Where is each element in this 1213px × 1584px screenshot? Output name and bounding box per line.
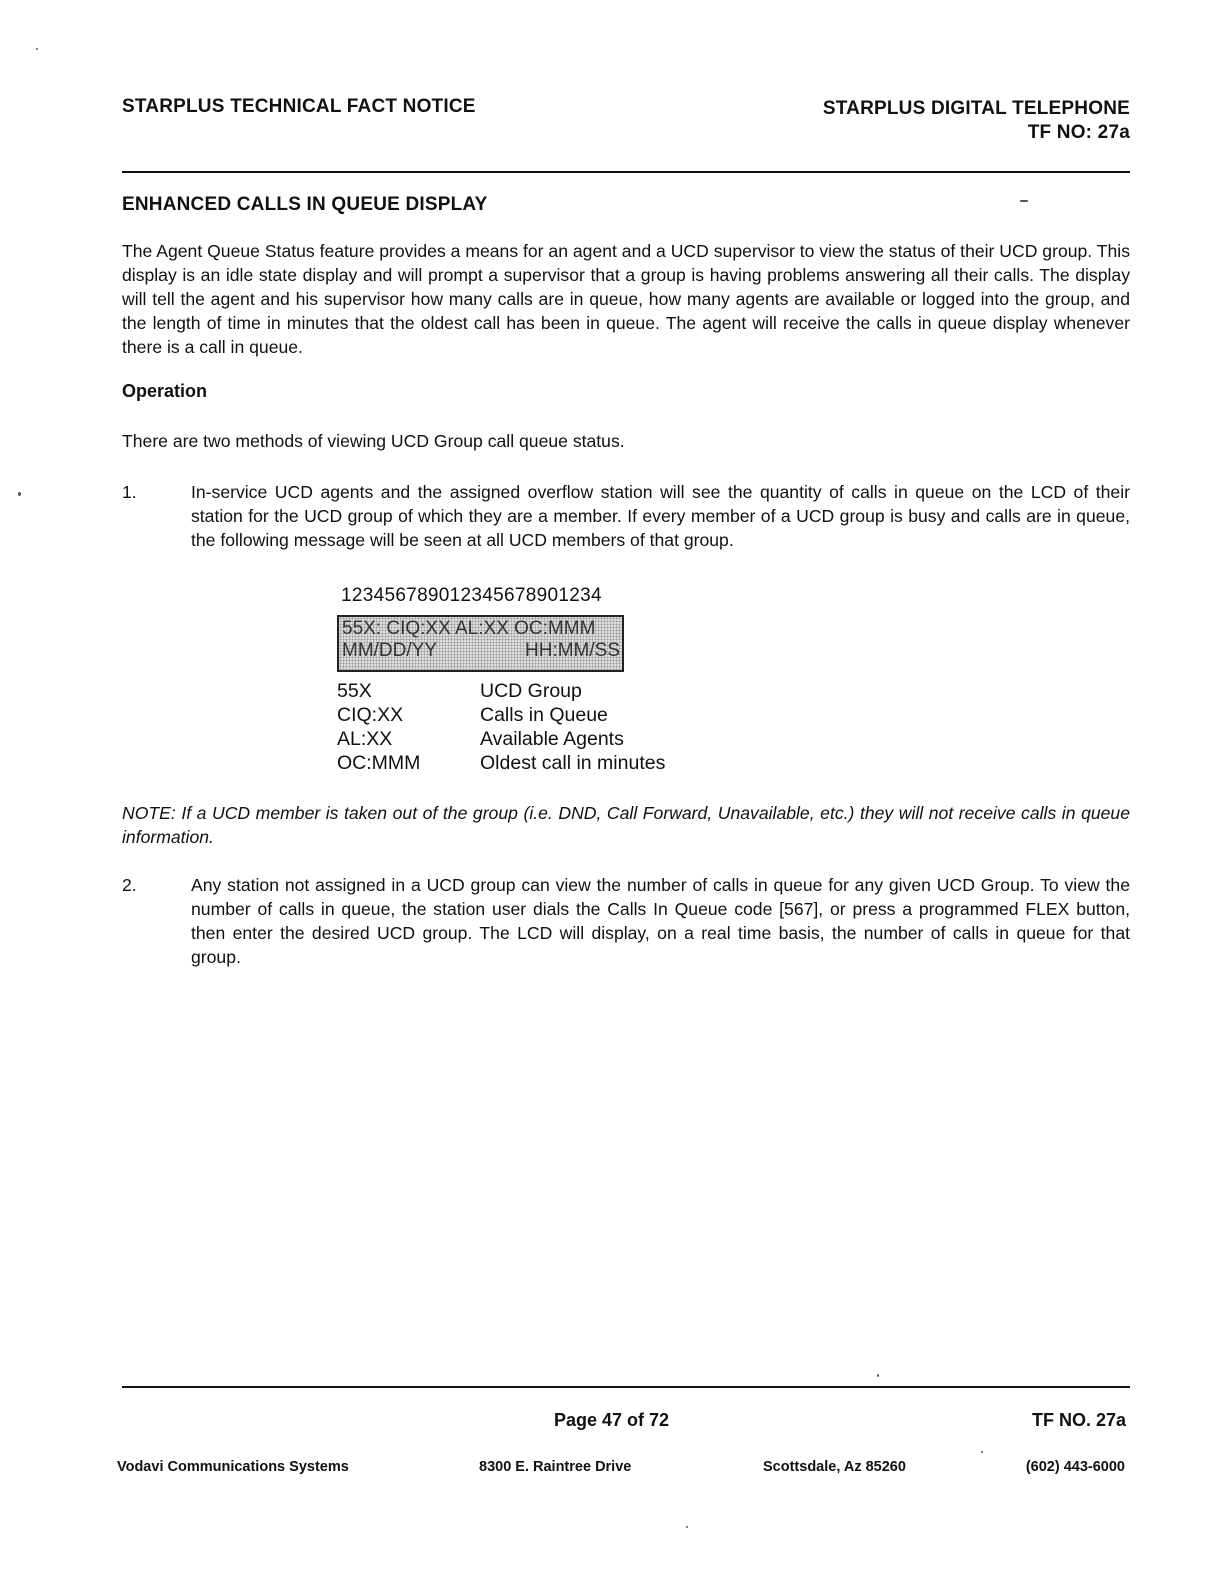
- scan-speck: [18, 492, 21, 496]
- footer-phone: (602) 443-6000: [1025, 1459, 1125, 1475]
- section-title: ENHANCED CALLS IN QUEUE DISPLAY: [122, 194, 488, 215]
- footer-divider: [122, 1386, 1130, 1388]
- item-number: 1.: [122, 482, 137, 502]
- header-right-title: STARPLUS DIGITAL TELEPHONE: [822, 98, 1130, 119]
- lcd-column-ruler: 123456789012345678901234: [341, 585, 602, 606]
- note: NOTE: If a UCD member is taken out of the group (i.e. DND, Call Forward, Unavailable, etc.) they will not receive calls in queue information.: [122, 803, 1130, 847]
- scan-speck: [981, 1451, 983, 1453]
- lcd-legend: [337, 679, 665, 775]
- legend-code: AL:XX: [337, 728, 393, 750]
- lcd-line-1-text: 55X: CIQ:XX AL:XX OC:MMM: [342, 618, 596, 639]
- lcd-time: HH:MM/SS: [525, 640, 620, 661]
- lcd-display: [337, 615, 624, 672]
- legend-code: 55X: [337, 680, 372, 702]
- methods-intro: There are two methods of viewing UCD Group call queue status.: [122, 431, 625, 451]
- footer-page-number: Page 47 of 72: [554, 1410, 670, 1430]
- item-number: 2.: [122, 875, 137, 895]
- scan-speck: [686, 1526, 688, 1528]
- footer-company: Vodavi Communications Systems: [117, 1459, 349, 1475]
- lcd-line-2: [342, 640, 620, 662]
- legend-code: OC:MMM: [337, 752, 421, 774]
- intro-paragraph: The Agent Queue Status feature provides a means for an agent and a UCD supervisor to view the status of their UCD group. This display is an idle state display and will prompt a supervisor that a group is having problems answering all their calls. The display will tell the agent and his supervisor how many calls are in queue, how many agents are available or logged into the group, and the length of time in minutes that the oldest call has been in queue. The agent will receive the calls in queue display whenever there is a call in queue.: [122, 241, 1130, 357]
- scan-speck: [36, 48, 38, 50]
- header-left-title: STARPLUS TECHNICAL FACT NOTICE: [122, 96, 476, 117]
- item-text: Any station not assigned in a UCD group can view the number of calls in queue for any given UCD Group. To view the number of calls in queue, the station user dials the Calls In Queue code [567], or press a programmed FLEX button, then enter the desired UCD group. The LCD will display, on a real time basis, the number of calls in queue for that group.: [191, 875, 1130, 967]
- header-tf-number: TF NO: 27a: [1027, 122, 1130, 143]
- item-text: In-service UCD agents and the assigned overflow station will see the quantity of calls in queue on the LCD of their station for the UCD group of which they are a member. If every member of a UCD group is busy and calls are in queue, the following message will be seen at all UCD members of that group.: [191, 482, 1130, 550]
- header-divider: [122, 171, 1130, 173]
- legend-meaning: UCD Group: [480, 680, 582, 702]
- scan-speck: [877, 1374, 879, 1377]
- lcd-line-1: [342, 618, 620, 640]
- legend-meaning: Oldest call in minutes: [480, 752, 666, 774]
- footer-address: 8300 E. Raintree Drive: [479, 1459, 632, 1475]
- legend-meaning: Calls in Queue: [480, 704, 608, 726]
- lcd-date: MM/DD/YY: [342, 640, 437, 661]
- operation-heading: Operation: [122, 381, 208, 401]
- footer-tf-number: TF NO. 27a: [1031, 1410, 1126, 1430]
- scan-speck: [1020, 200, 1028, 202]
- legend-row: [337, 703, 665, 727]
- footer-city: Scottsdale, Az 85260: [763, 1459, 906, 1475]
- legend-row: [337, 751, 665, 775]
- legend-code: CIQ:XX: [337, 704, 404, 726]
- legend-row: [337, 727, 665, 751]
- legend-row: [337, 679, 665, 703]
- legend-meaning: Available Agents: [480, 728, 624, 750]
